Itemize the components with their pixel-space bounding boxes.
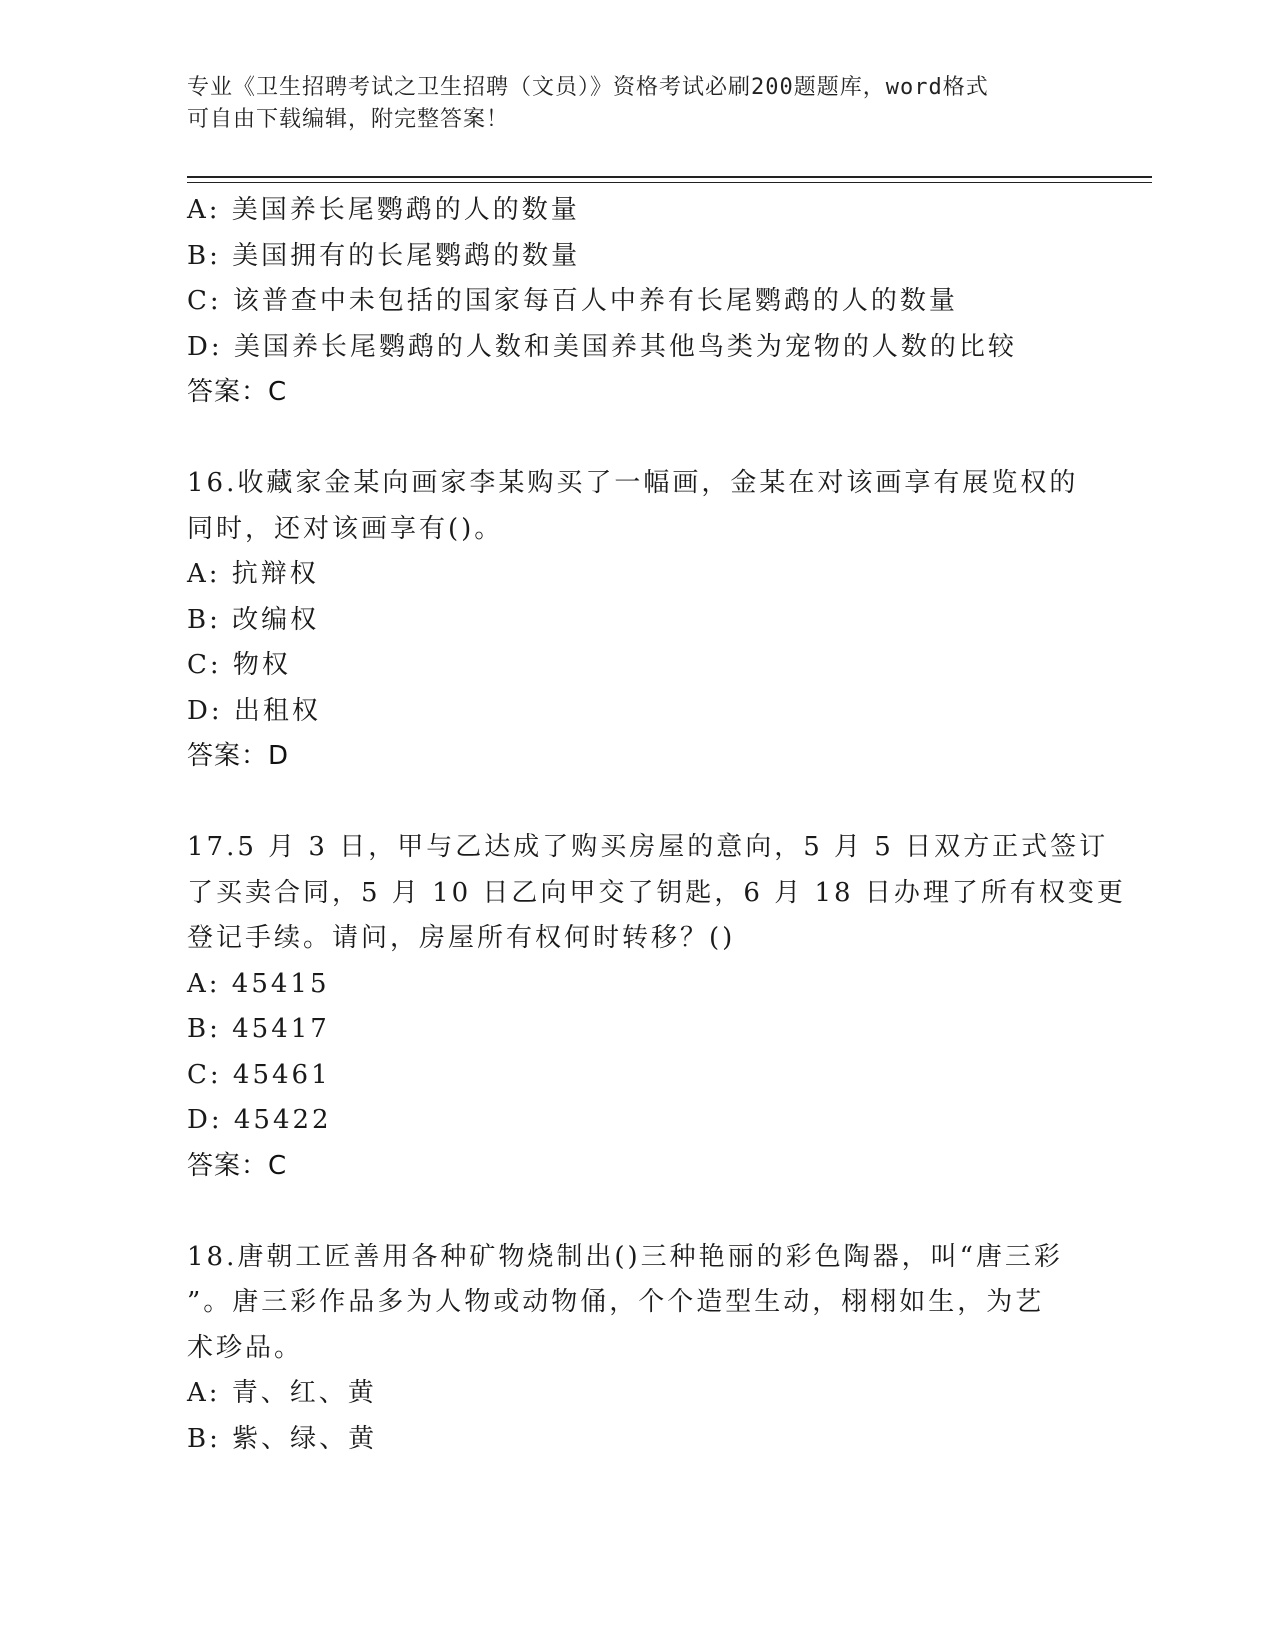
option-d: D: 出租权 <box>187 695 321 726</box>
answer: 答案：C <box>187 1150 288 1181</box>
option-d: D: 45422 <box>187 1105 332 1135</box>
document-header <box>187 72 1087 136</box>
option-a: A: 45415 <box>187 968 330 999</box>
answer: 答案：D <box>187 741 290 771</box>
header-line-1: 专业《卫生招聘考试之卫生招聘（文员）》资格考试必刷200题题库，word格式 <box>187 75 989 100</box>
answer: 答案：C <box>187 377 288 407</box>
question-15 <box>187 188 1087 416</box>
option-b: B: 改编权 <box>187 604 320 635</box>
question-stem-continued: ”。唐三彩作品多为人物或动物俑，个个造型生动，栩栩如生，为艺 <box>187 1287 1045 1317</box>
option-c: C: 该普查中未包括的国家每百人中养有长尾鹦鹉的人的数量 <box>187 286 958 316</box>
option-c: C: 物权 <box>187 650 291 680</box>
header-divider-thin <box>187 182 1152 183</box>
question-16 <box>187 461 1087 780</box>
spacer <box>187 780 1087 826</box>
question-stem: 18.唐朝工匠善用各种矿物烧制出()三种艳丽的彩色陶器，叫“唐三彩 <box>187 1241 1063 1272</box>
question-stem-continued: 同时，还对该画享有()。 <box>187 513 504 544</box>
spacer <box>187 1189 1087 1235</box>
option-a: A: 抗辩权 <box>187 559 319 589</box>
option-d: D: 美国养长尾鹦鹉的人数和美国养其他鸟类为宠物的人数的比较 <box>187 331 1017 362</box>
question-17 <box>187 825 1126 1189</box>
question-stem: 17.5 月 3 日，甲与乙达成了购买房屋的意向，5 月 5 日双方正式签订 <box>187 832 1109 862</box>
option-a: A: 美国养长尾鹦鹉的人的数量 <box>187 195 580 225</box>
option-b: B: 45417 <box>187 1014 330 1044</box>
question-stem-continued: 登记手续。请问，房屋所有权何时转移？() <box>187 923 736 953</box>
header-line-2: 可自由下载编辑，附完整答案！ <box>187 107 510 132</box>
question-stem-continued: 术珍品。 <box>187 1332 304 1363</box>
question-stem: 16.收藏家金某向画家李某购买了一幅画，金某在对该画享有展览权的 <box>187 468 1079 498</box>
option-b: B: 美国拥有的长尾鹦鹉的数量 <box>187 240 581 271</box>
option-b: B: 紫、绿、黄 <box>187 1423 378 1454</box>
question-stem-continued: 了买卖合同，5 月 10 日乙向甲交了钥匙，6 月 18 日办理了所有权变更 <box>187 877 1126 908</box>
option-c: C: 45461 <box>187 1059 331 1090</box>
header-divider-thick <box>187 176 1152 178</box>
option-a: A: 青、红、黄 <box>187 1378 377 1408</box>
question-list <box>187 188 1126 1462</box>
spacer <box>187 416 1087 462</box>
question-18 <box>187 1235 1087 1463</box>
